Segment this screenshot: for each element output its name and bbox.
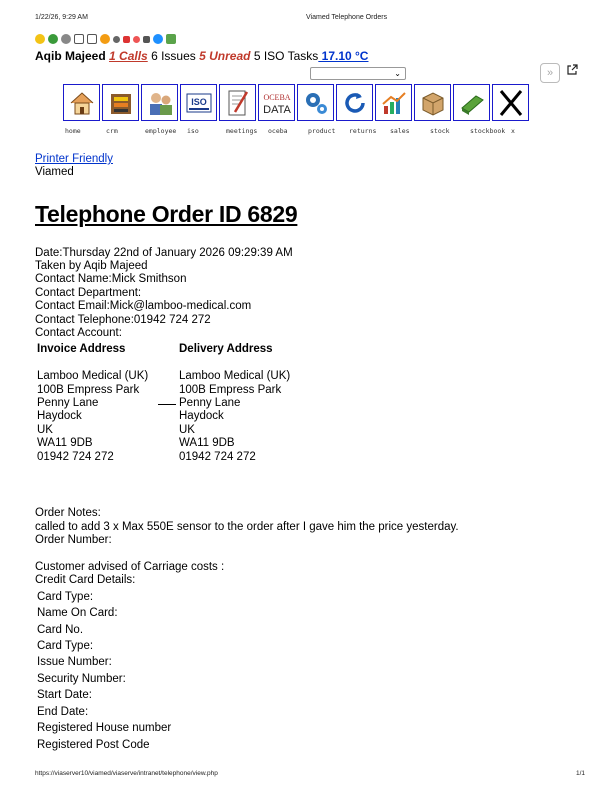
invoice-line: Lamboo Medical (UK) (37, 370, 149, 382)
cc-field: End Date: (37, 706, 89, 718)
nav-label-stock: stock (430, 127, 450, 135)
main-nav (63, 84, 531, 121)
copy-icon[interactable] (87, 34, 97, 44)
invoice-address-header: Invoice Address (37, 343, 126, 355)
print-url: https://viaserver10/viamed/viaserve/intranet/telephone/view.php (35, 770, 218, 777)
print-timestamp: 1/22/26, 9:29 AM (35, 14, 88, 21)
address-divider (158, 404, 176, 405)
contact-account: Contact Account: (35, 327, 122, 339)
page-title: Telephone Order ID 6829 (35, 201, 298, 227)
stock-box-icon[interactable] (414, 84, 451, 121)
order-notes-label: Order Notes: (35, 507, 101, 519)
home-icon[interactable] (63, 84, 100, 121)
invoice-line: WA11 9DB (37, 437, 93, 449)
returns-icon[interactable] (336, 84, 373, 121)
cc-field: Card Type: (37, 640, 94, 652)
nav-label-crm: crm (106, 127, 118, 135)
contact-department: Contact Department: (35, 287, 142, 299)
chevron-down-icon: ⌄ (394, 69, 401, 78)
nav-label-oceba: oceba (268, 127, 288, 135)
cc-field: Card Type: (37, 591, 94, 603)
cc-field: Name On Card: (37, 607, 118, 619)
crm-icon[interactable] (102, 84, 139, 121)
nav-label-x: x (511, 127, 515, 135)
cc-field: Start Date: (37, 689, 92, 701)
taken-by: Taken by Aqib Majeed (35, 260, 148, 272)
order-notes-text: called to add 3 x Max 550E sensor to the order after I gave him the price yesterday. (35, 521, 459, 533)
contact-name: Contact Name:Mick Smithson (35, 273, 187, 285)
delivery-line: Lamboo Medical (UK) (179, 370, 291, 382)
delivery-address-header: Delivery Address (179, 343, 273, 355)
nav-label-stockbook: stockbook (470, 127, 506, 135)
star-icon[interactable] (35, 34, 45, 44)
delivery-line: Haydock (179, 410, 224, 422)
quick-icons (35, 34, 176, 46)
oceba-data-icon[interactable] (258, 84, 295, 121)
cc-field: Issue Number: (37, 656, 112, 668)
next-button[interactable] (540, 63, 560, 83)
user-status-line (35, 49, 368, 63)
delivery-line: 100B Empress Park (179, 384, 282, 396)
cc-field: Registered Post Code (37, 739, 150, 751)
employee-icon[interactable] (141, 84, 178, 121)
nav-label-meetings: meetings (226, 127, 258, 135)
cc-field: Registered House number (37, 722, 172, 734)
iso-icon[interactable] (180, 84, 217, 121)
pdf-icon[interactable] (123, 36, 130, 43)
nav-label-product: product (308, 127, 336, 135)
print-page-count: 1/1 (576, 770, 586, 777)
stockbook-icon[interactable] (453, 84, 490, 121)
order-number: Order Number: (35, 534, 112, 546)
user-name: Aqib Majeed (35, 49, 106, 63)
order-date: Date:Thursday 22nd of January 2026 09:29:39 AM (35, 247, 293, 259)
invoice-line: Haydock (37, 410, 82, 422)
invoice-line: Penny Lane (37, 397, 99, 409)
globe-icon[interactable] (113, 36, 120, 43)
close-x-icon[interactable] (492, 84, 529, 121)
skype-icon[interactable] (153, 34, 163, 44)
temperature-link[interactable]: 17.10 °C (318, 49, 369, 63)
smile-icon[interactable] (100, 34, 110, 44)
contact-telephone: Contact Telephone:01942 724 272 (35, 314, 211, 326)
iso-icon-text: ISO (190, 96, 207, 107)
iso-tasks: 5 ISO Tasks (253, 49, 319, 63)
oceba-icon-text: OCEBA (262, 92, 291, 102)
grid-icon[interactable] (74, 34, 84, 44)
invoice-line: 100B Empress Park (37, 384, 140, 396)
external-link-icon[interactable] (566, 64, 578, 76)
meetings-icon[interactable] (219, 84, 256, 121)
nav-label-employee: employee (145, 127, 177, 135)
company-name: Viamed (35, 166, 74, 178)
product-gear-icon[interactable] (297, 84, 334, 121)
cc-field: Card No. (37, 624, 84, 636)
printer-friendly-link[interactable]: Printer Friendly (35, 153, 113, 165)
credit-card-header: Credit Card Details: (35, 574, 136, 586)
issues-count: 6 Issues (151, 49, 196, 63)
double-chevron-right-icon: » (546, 67, 554, 79)
nav-label-iso: iso (187, 127, 199, 135)
contact-email: Contact Email:Mick@lamboo-medical.com (35, 300, 252, 312)
recycle-icon[interactable] (48, 34, 58, 44)
invoice-line: 01942 724 272 (37, 451, 114, 463)
delivery-line: UK (179, 424, 195, 436)
carriage-costs: Customer advised of Carriage costs : (35, 561, 225, 573)
cog-icon[interactable] (61, 34, 71, 44)
delivery-line: Penny Lane (179, 397, 241, 409)
nav-label-sales: sales (390, 127, 410, 135)
delivery-line: WA11 9DB (179, 437, 235, 449)
heart-icon[interactable] (133, 36, 140, 43)
calls-link[interactable]: 1 Calls (109, 49, 148, 63)
sales-icon[interactable] (375, 84, 412, 121)
cc-field: Security Number: (37, 673, 126, 685)
nav-label-returns: returns (349, 127, 377, 135)
print-page-title: Viamed Telephone Orders (306, 14, 388, 21)
data-icon-text: DATA (262, 103, 291, 116)
video-icon[interactable] (143, 36, 150, 43)
shopify-icon[interactable] (166, 34, 176, 44)
account-select[interactable] (310, 67, 406, 80)
invoice-line: UK (37, 424, 53, 436)
delivery-line: 01942 724 272 (179, 451, 256, 463)
nav-label-home: home (65, 127, 81, 135)
unread-count: 5 Unread (199, 49, 251, 63)
